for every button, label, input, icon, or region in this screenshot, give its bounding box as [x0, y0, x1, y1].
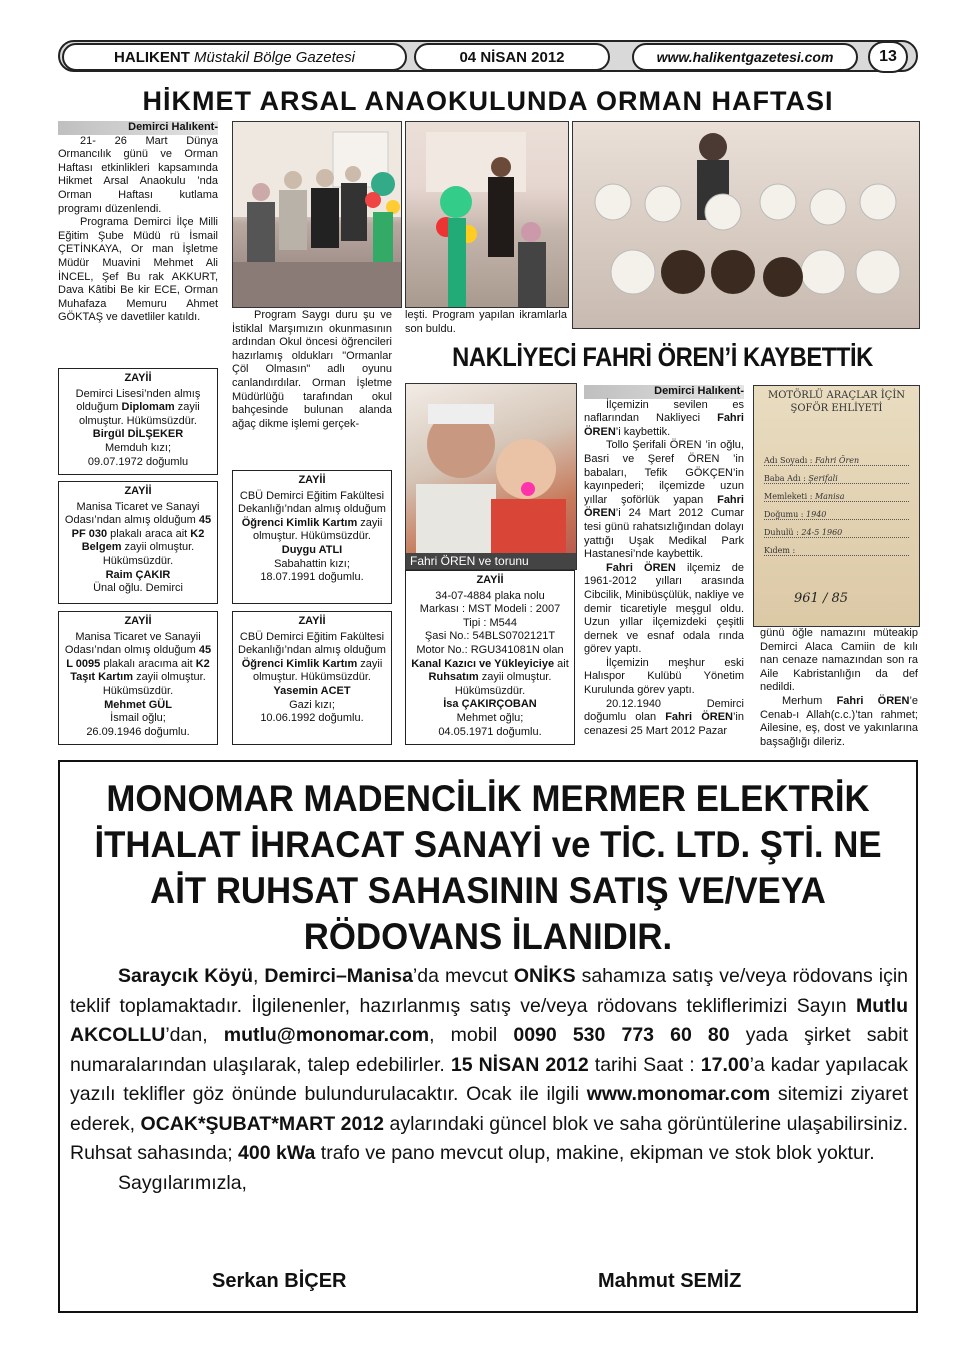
article2-text: ilçemiz de 1961-2012 yılları arasında Cibcilik, Minibüsçülük, nakliye ve demir ticaretiyle meşgul oldu. Uzun yıllar ilçemizdeki çeşitli dernek ve esnaf odala rında görev yaptı. — [584, 561, 745, 656]
article2-column1 — [584, 385, 744, 738]
notice-info: İsmail oğlu; — [110, 712, 166, 725]
notice-k2-tasit — [58, 611, 218, 745]
article2-dateline: Demirci Halıkent- — [584, 385, 744, 399]
notice-item: K2 Taşıt Kartım — [70, 657, 210, 684]
notice-info: 04.05.1971 doğumlu. — [438, 725, 542, 738]
notice-text: zayii olmuştur. Hükümsüzdür. — [253, 657, 383, 684]
contact-phone: 0090 530 773 60 80 — [513, 1024, 730, 1046]
article2-text: Tollo Şerifali ÖREN ’in oğlu, Basri ve Şeref ÖREN ’in babaları, Tefik GÖKÇEN’in kayınpederi; ilçemizde uzun yıllar şoförlük yapan — [584, 439, 744, 506]
notice-line: Tipi : M544 — [462, 616, 517, 629]
license-field: Baba Adı — [764, 474, 801, 483]
ad-title-line: MONOMAR MADENCİLİK MERMER ELEKTRİK — [106, 778, 870, 819]
article1-title: HİKMET ARSAL ANAOKULUNDA ORMAN HAFTASI — [142, 86, 834, 116]
guests-illustration — [233, 122, 401, 307]
article1-p3: Program Saygı duru şu ve İstiklal Marşımızın okunmasının ardından Okul öncesi öğrencileri hazırlamış oldukları "Ormanlar Çöl Olmasın" adlı oyunu canlandırdılar. Orman İşletme Müdürlüğü tarafından okul bahçesinde bulunan alanda ağaç dikme işlemi gerçek- — [232, 309, 392, 430]
license-number: 961 / 85 — [794, 591, 848, 606]
notice-student-card-1 — [232, 470, 392, 604]
notice-item: Kanal Kazıcı ve Yükleyiciye — [411, 657, 555, 670]
contact-email-link[interactable]: mutlu@monomar.com — [223, 1024, 430, 1046]
notice-info: 10.06.1992 doğumlu. — [260, 712, 364, 725]
notice-text: plakalı aracıma ait — [103, 657, 193, 670]
notice-text: zayii olmuştur. Hükümsüzdür. — [454, 671, 552, 697]
ad-title — [86, 776, 891, 960]
notice-item: K2 Belgem — [81, 527, 205, 554]
notice-item: Diplomam — [121, 401, 175, 414]
license-value: Fahri Ören — [815, 456, 860, 465]
article1-p4: leşti. Program yapılan ikramlarla son buldu. — [405, 309, 567, 335]
article2-title: NAKLİYECİ FAHRİ ÖREN’İ KAYBETTİK — [452, 342, 873, 372]
notice-text: ait — [557, 657, 569, 670]
signer-1: Serkan BİÇER — [212, 1270, 347, 1292]
article1-column3 — [405, 309, 567, 336]
person-name: Fahri ÖREN — [665, 711, 733, 724]
article2-text: ’e Cenab-ı Allah(c.c.)’tan rahmet; Ailesine, eş, dost ve yakınlarına başsağlığı dileriz. — [760, 694, 919, 748]
teacher-illustration — [406, 122, 568, 307]
article1-p1: 21- 26 Mart Dünya Ormancılık günü ve Orman Haftası etkinlikleri kapsamında Hikmet Arsal Anaokulu ’nda Orman Haftası kutlama programı düzenlendi. — [58, 134, 218, 215]
ad-bold: Demirci–Manisa — [264, 965, 413, 987]
notice-item: Öğrenci Kimlik Kartım — [241, 657, 358, 670]
article2-text: İlçemizin sevilen es naflarından Nakliyeci — [584, 398, 744, 425]
notice-info: 18.07.1991 doğumlu. — [260, 571, 364, 584]
notice-line: Şasi No.: 54BLS0702121T — [424, 630, 556, 643]
person-name: Fahri ÖREN — [606, 561, 676, 574]
paper-name — [62, 43, 407, 71]
notice-student-card-2 — [232, 611, 392, 745]
ceremony-photo-guests — [232, 121, 402, 308]
person-name: Fahri ÖREN — [584, 412, 744, 438]
ad-bold: ONİKS — [513, 965, 576, 987]
notice-line: 34-07-4884 plaka nolu — [435, 589, 545, 602]
ad-closing: Saygılarımızla, — [118, 1171, 247, 1194]
ad-text: aylarındaki güncel blok ve saha görüntülerine ulaşabilirsiniz. Ruhsat sahasında; — [70, 1112, 908, 1164]
notice-name: Yasemin ACET — [273, 684, 351, 697]
ad-text: ’da mevcut — [412, 965, 514, 987]
notice-info: Sabahattin kızı; — [274, 557, 350, 570]
ad-text: , mobil — [429, 1024, 514, 1046]
children-illustration — [573, 122, 919, 328]
deadline-date: 15 NİSAN 2012 — [450, 1053, 589, 1076]
notice-info: 26.09.1946 doğumlu. — [86, 725, 190, 738]
contact-name: Mutlu AKCOLLU — [70, 994, 908, 1046]
license-field: Memleketi — [764, 492, 808, 501]
notice-title: ZAYİİ — [298, 474, 326, 486]
ad-title-line: RÖDOVANS İLANIDIR. — [303, 916, 673, 957]
article2-text: ’in cenazesi 25 Mart 2012 Pazar — [584, 711, 744, 737]
ad-title-line: İTHALAT İHRACAT SANAYİ ve TİC. LTD. ŞTİ. NE — [94, 824, 882, 865]
monomar-advertisement — [58, 760, 918, 1313]
notice-line: Motor No.: RGU341081N olan — [416, 643, 564, 656]
notice-title: ZAYİİ — [298, 615, 326, 627]
article2-text: 20.12.1940 Demirci doğumlu olan — [584, 697, 744, 724]
license-value: 1940 — [806, 510, 827, 519]
website-link[interactable]: www.halikentgazetesi.com — [632, 43, 858, 71]
license-subtitle: ŞOFÖR EHLİYETİ — [790, 403, 883, 414]
license-value: 24-5 1960 — [801, 528, 843, 537]
portrait-illustration — [406, 384, 576, 569]
notice-info: Mehmet oğlu; — [456, 711, 524, 724]
article2-p4: İlçemizin meşhur eski Halıspor Kulübü Yönetim Kurulunda görev yaptı. — [584, 656, 744, 697]
issue-date: 04 NİSAN 2012 — [414, 43, 610, 71]
notice-text: CBÜ Demirci Eğitim Fakültesi Dekanlığı’ndan almış olduğum — [238, 630, 386, 657]
license-title: MOTÖRLÜ ARAÇLAR İÇİN — [767, 390, 906, 401]
notice-text: Manisa Ticaret ve Sanayi Odası’ndan almış olduğum — [64, 500, 200, 527]
license-field: Kıdem — [764, 546, 790, 555]
ad-bold: Saraycık Köyü — [118, 965, 253, 987]
ad-text: trafo ve pano mevcut olup, makine, ekipman ve stok blok yoktur. — [315, 1142, 875, 1164]
article2-text: Merhum — [782, 694, 823, 707]
ad-title-line: AİT RUHSAT SAHASININ SATIŞ VE/VEYA — [150, 870, 826, 911]
article2-p6: günü öğle namazını müteakip Demirci Alaca Camiin de kılı nan cenaze namazından son ra Aile Kabristanlığın da def nedildi. — [760, 627, 918, 694]
license-field: Adı Soyadı — [764, 456, 808, 465]
notice-text: Manisa Ticaret ve Sanayii Odası’ndan olmış olduğum — [64, 630, 201, 657]
article2-text: ’i kaybettik. — [615, 425, 671, 438]
ad-body — [70, 962, 908, 1198]
notice-text: zayii olmuştur. Hükümsüzdür. — [79, 401, 200, 427]
ad-text: sitemizi ziyaret ederek, — [70, 1083, 909, 1135]
paper-name-bold: HALIKENT — [114, 48, 190, 66]
notice-info: Gazi kızı; — [289, 698, 335, 711]
notice-excavator-license — [405, 570, 575, 745]
ad-bold: 400 kWa — [238, 1142, 316, 1164]
license-field: Doğumu — [764, 510, 799, 519]
notice-name: Birgül DİLŞEKER — [92, 428, 184, 441]
notice-info: Ünal oğlu. Demirci — [93, 582, 183, 595]
ad-text: tarihi Saat : — [588, 1053, 701, 1076]
license-value: Manisa — [814, 492, 845, 501]
notice-title: ZAYİİ — [124, 615, 152, 627]
deadline-time: 17.00 — [700, 1053, 750, 1076]
article1-column2 — [232, 309, 392, 431]
photo-caption: Fahri ÖREN ve torunu — [406, 553, 576, 569]
article1-dateline: Demirci Halıkent- — [58, 121, 218, 135]
notice-line: Markası : MST Modeli : 2007 — [419, 603, 561, 616]
ad-text: sahamıza satış ve/veya rödovans için teklif toplamaktadır. İlgilenenler, hazırlanmış satış ve/veya rödovans tekliflerimizi Sayın — [70, 965, 908, 1017]
driver-license-image: MOTÖRLÜ ARAÇLAR İÇİN ŞOFÖR EHLİYETİ Adı Soyadı : Fahri Ören Baba Adı : Şerifali Memleketi : Manisa Doğumu : 1940 Duhulü : 24-5 1960 Kıdem : 961 / 85 — [753, 385, 920, 627]
notice-plate: 45 PF 030 — [71, 514, 212, 540]
notice-text: zayii olmuştur. Hükümsüzdür. — [102, 541, 195, 567]
ceremony-photo-teacher — [405, 121, 569, 308]
notice-text: Demirci Lisesi’nden almış olduğum — [75, 387, 201, 414]
notice-plate: 45 L 0095 — [66, 644, 212, 670]
website-link[interactable]: www.monomar.com — [586, 1083, 771, 1105]
license-field: Duhulü — [764, 528, 794, 537]
ad-text: ’dan, — [165, 1024, 224, 1046]
article2-column2 — [760, 627, 918, 749]
notice-name: İsa ÇAKIRÇOBAN — [443, 698, 537, 711]
article1-column1 — [58, 121, 218, 325]
children-costume-photo — [572, 121, 920, 329]
page-number: 13 — [868, 41, 908, 73]
ad-text: yada şirket sabit numaralarından ulaşılarak, talep edebilirler. — [70, 1024, 908, 1076]
fahri-oren-photo — [405, 383, 577, 570]
notice-text: plakalı araca ait — [110, 527, 188, 540]
notice-title: ZAYİİ — [476, 574, 504, 586]
article2-text: ’i 24 Mart 2012 Cumar tesi günü rahatsızlığından dolayı yattığı Uşak Medikal Park Hastanesi’nde kaybettik. — [584, 507, 744, 561]
article1-p2: Programa Demirci İlçe Milli Eğitim Şube Müdü rü İsmail ÇETİNKAYA, Or man İşletme Müdür Muavini Mehmet Ali İNCEL, Şef Bu rak AKKURT, Dava Kâtibi Be kir ECE, Orman Muhafaza Memuru Ahmet GÖKTAŞ ve davetliler katıldı. — [58, 216, 218, 324]
notice-name: Raim ÇAKIR — [105, 568, 171, 581]
notice-info: 09.07.1972 doğumlu — [87, 455, 189, 468]
notice-info: Memduh kızı; — [104, 441, 172, 454]
signer-2: Mahmut SEMİZ — [598, 1270, 742, 1292]
paper-name-rest: Müstakil Bölge Gazetesi — [194, 48, 355, 66]
notice-diploma — [58, 368, 218, 475]
notice-title: ZAYİİ — [124, 372, 152, 384]
notice-name: Mehmet GÜL — [104, 698, 172, 711]
ad-text: , — [253, 965, 265, 987]
person-name: Fahri ÖREN — [584, 493, 744, 520]
notice-text: CBÜ Demirci Eğitim Fakültesi Dekanlığı’ndan almış olduğum — [238, 489, 386, 516]
notice-text: zayii olmuştur. Hükümsüzdür. — [102, 671, 206, 697]
notice-title: ZAYİİ — [124, 485, 152, 497]
ad-bold: OCAK*ŞUBAT*MART 2012 — [140, 1112, 385, 1135]
notice-name: Duygu ATLI — [281, 543, 343, 556]
notice-item: Ruhsatım — [428, 671, 479, 684]
license-value: Şerifali — [808, 474, 838, 483]
notice-text: zayii olmuştur. Hükümsüzdür. — [253, 516, 383, 543]
notice-item: Öğrenci Kimlik Kartım — [241, 516, 358, 529]
person-name: Fahri ÖREN — [836, 694, 910, 707]
ad-text: ’a kadar yapılacak yazılı teklifler göz önünde bulundurulacaktır. Ocak ile ilgili — [70, 1053, 909, 1105]
notice-k2-belge — [58, 481, 218, 604]
